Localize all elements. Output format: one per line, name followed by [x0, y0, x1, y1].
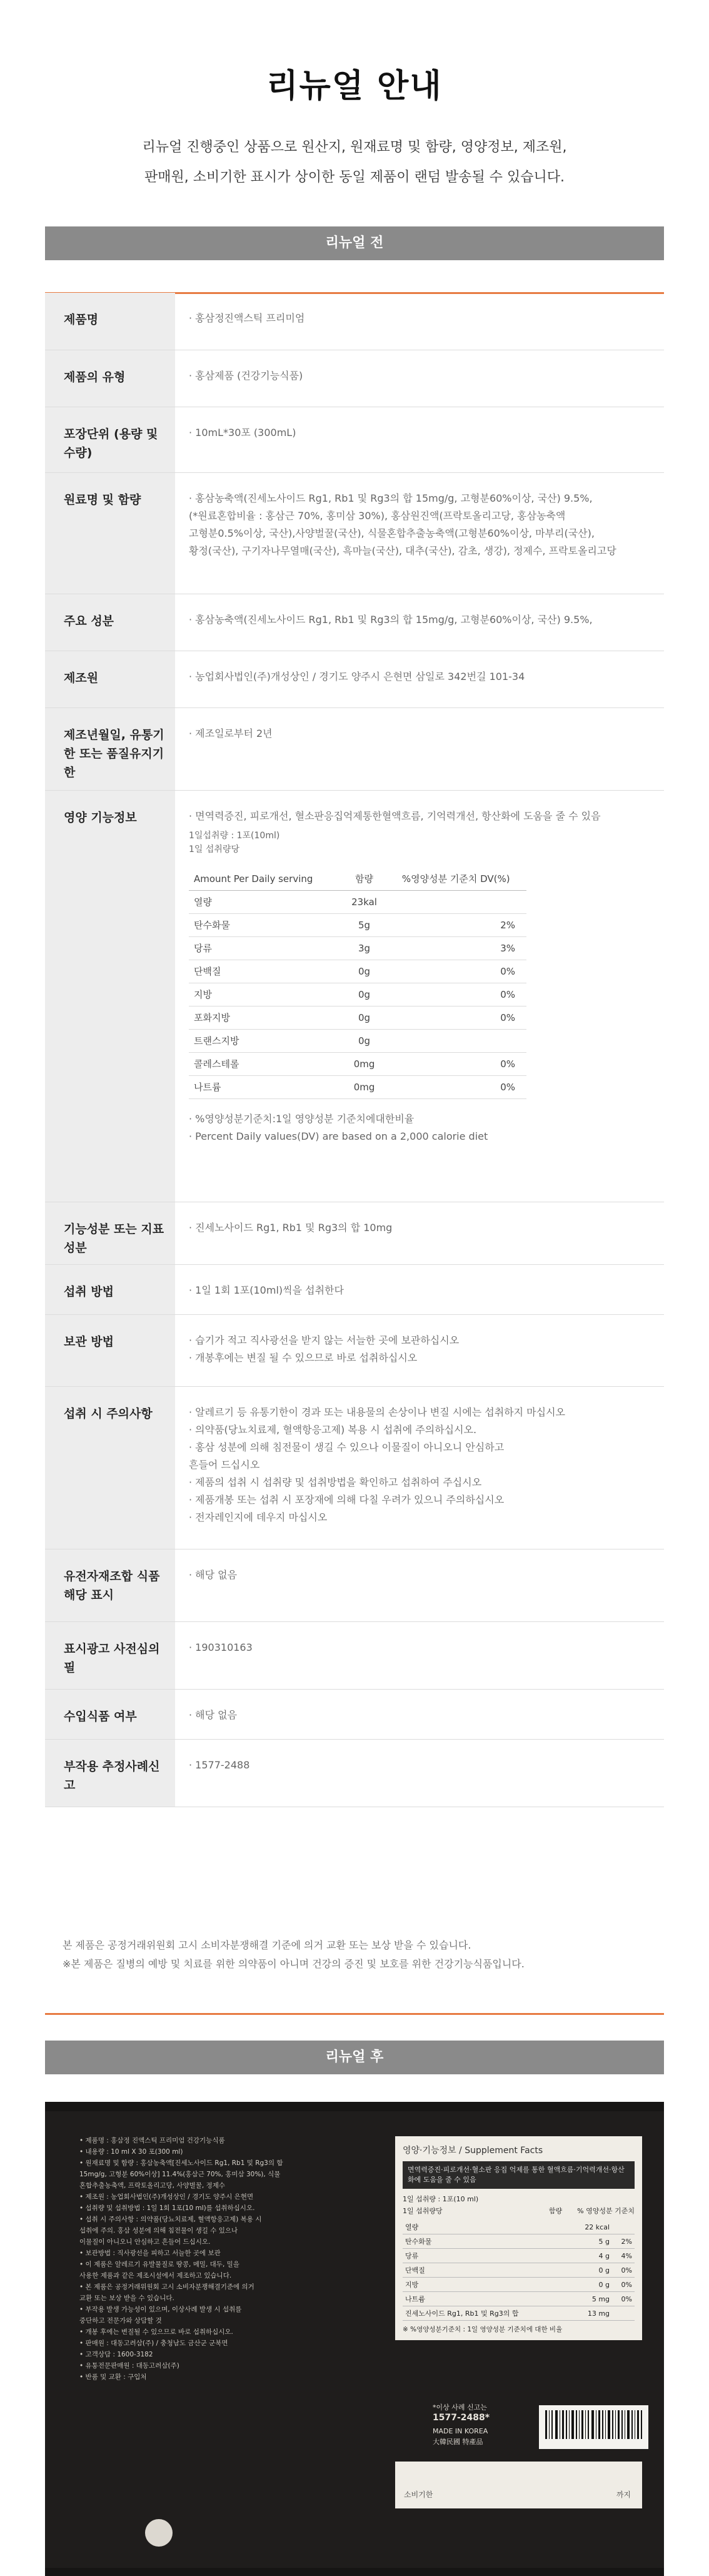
value-line: · 해당 없음: [189, 1708, 238, 1721]
nutrient-name: 나트륨: [189, 1075, 343, 1098]
value-line: 흔들어 드십시오: [189, 1458, 260, 1471]
table-row: [45, 1549, 664, 1621]
value-line: · 전자레인지에 데우지 마십시오: [189, 1511, 328, 1523]
facts-nutrient: 진세노사이드 Rg1, Rb1 및 Rg3의 합: [403, 2306, 570, 2321]
facts-amount: 13 mg: [570, 2306, 612, 2321]
table-row: [45, 1386, 664, 1549]
value-line: · 홍삼 성분에 의해 침전물이 생길 수 있으나 이물질이 아니오니 안심하고: [189, 1441, 505, 1453]
facts-footnote: ※ %영양성분기준치 : 1일 영양성분 기준치에 대한 비율: [403, 2326, 563, 2333]
header-cell: Amount Per Daily serving: [189, 868, 343, 891]
facts-row: [403, 2220, 635, 2234]
package-line: • 이 제품은 알레르기 유발물질로 땅콩, 메밀, 대두, 밀을: [79, 2261, 239, 2268]
after-heading: 리뉴얼 후: [45, 2041, 664, 2074]
table-row: [45, 1202, 664, 1264]
row-value: [175, 1549, 664, 1621]
nutrition-row: [189, 1006, 526, 1029]
row-value: [175, 350, 664, 407]
table-row: [45, 1264, 664, 1314]
nutrient-dv: [386, 1029, 526, 1052]
nutrient-dv: 0%: [386, 983, 526, 1006]
facts-per: [395, 2204, 642, 2216]
table-row: [45, 707, 664, 790]
table-row: [45, 1689, 664, 1739]
row-label: 주요 성분: [45, 594, 175, 651]
facts-amount: 5 g: [570, 2234, 612, 2249]
row-value: [175, 594, 664, 651]
nutrient-amount: 0g: [343, 960, 386, 983]
facts-nutrient: 단백질: [403, 2263, 570, 2278]
facts-row: [403, 2292, 635, 2306]
value-line: · 홍삼농축액(진세노사이드 Rg1, Rb1 및 Rg3의 합 15mg/g, 고형분60%이상, 국산) 9.5%,: [189, 613, 593, 626]
facts-dv: 0%: [612, 2263, 635, 2278]
nutrient-name: 트랜스지방: [189, 1029, 343, 1052]
nutrient-amount: 5g: [343, 913, 386, 936]
nutrition-table: [189, 868, 526, 1099]
nutrition-note: · %영양성분기준치:1일 영양성분 기준치에대한비율: [189, 1112, 415, 1125]
row-label: 영양 기능정보: [45, 790, 175, 1202]
table-row: [45, 1621, 664, 1689]
header-cell: %영양성분 기준치 DV(%): [386, 868, 526, 891]
adverse-report-block: [433, 2402, 508, 2447]
nutrient-name: 탄수화물: [189, 913, 343, 936]
row-value: [175, 707, 664, 790]
facts-nutrient: 열량: [403, 2220, 570, 2234]
package-label-text: [79, 2135, 398, 2383]
value-line: 황정(국산), 구기자나무열매(국산), 흑마늘(국산), 대추(국산), 감초, 생강), 정제수, 프락토올리고당: [189, 544, 616, 557]
package-line: • 부작용 발생 가능성이 있으며, 이상사례 발생 시 섭취를: [79, 2306, 242, 2313]
value-line: · 제조일로부터 2년: [189, 727, 273, 739]
value-line: · 진세노사이드 Rg1, Rb1 및 Rg3의 합 10mg: [189, 1221, 393, 1234]
intro-line: 리뉴얼 진행중인 상품으로 원산지, 원재료명 및 함량, 영양정보, 제조원,: [142, 139, 567, 155]
table-row: [45, 1314, 664, 1386]
facts-nutrient: 지방: [403, 2278, 570, 2292]
row-label: 제조원: [45, 651, 175, 707]
nutrient-name: 단백질: [189, 960, 343, 983]
facts-row: [403, 2234, 635, 2249]
facts-row: [403, 2306, 635, 2321]
row-label: 포장단위 (용량 및 수량): [45, 407, 175, 472]
package-line: 섭취에 주의. 홍삼 성분에 의해 침전물이 생길 수 있으나: [79, 2227, 238, 2234]
facts-amount: 0 g: [570, 2263, 612, 2278]
page-title: 리뉴얼 안내: [266, 68, 443, 105]
package-line: 교환 또는 보상 받을 수 있습니다.: [79, 2295, 174, 2302]
value-line: (*원료혼합비율 : 홍삼근 70%, 홍미삼 30%), 홍삼원진액(프락토올리고당, 홍삼농축액: [189, 509, 566, 522]
nutrient-amount: 0g: [343, 1029, 386, 1052]
serving-size: 1일섭취량 : 1포(10ml): [189, 830, 280, 841]
row-value: [175, 1689, 664, 1739]
row-value: [175, 1386, 664, 1549]
row-value: [175, 1314, 664, 1386]
facts-row: [403, 2249, 635, 2263]
nutrient-dv: 2%: [386, 913, 526, 936]
facts-nutrient: 나트륨: [403, 2292, 570, 2306]
package-photo: [45, 2102, 664, 2576]
nutrition-claim: · 면역력증진, 피로개선, 혈소판응집억제통한혈액흐름, 기억력개선, 항산화에 도움을 줄 수 있음: [189, 809, 601, 822]
origin-line: MADE IN KOREA: [433, 2427, 488, 2435]
value-line: 고형분0.5%이상, 국산),사양벌꿀(국산), 식물혼합추출농축액(고형분60%이상, 마부리(국산),: [189, 527, 595, 539]
row-label: 제품의 유형: [45, 350, 175, 407]
nutrition-row: [189, 890, 526, 913]
nutrition-row: [189, 1052, 526, 1075]
package-line: • 보관방법 : 직사광선을 피하고 서늘한 곳에 보관: [79, 2249, 221, 2257]
facts-row: [403, 2278, 635, 2292]
row-label: 기능성분 또는 지표성분: [45, 1202, 175, 1264]
adverse-line: 1577-2488*: [433, 2413, 490, 2423]
footer-note: 본 제품은 공정거래위원회 고시 소비자분쟁해결 기준에 의거 교환 또는 보상 받을 수 있습니다.: [63, 1939, 471, 1951]
row-label: 수입식품 여부: [45, 1689, 175, 1739]
facts-claim: 면역력증진·피로개선·혈소판 응집 억제를 통한 혈액흐름·기억력개선·항산화에 도움을 줄 수 있음: [403, 2161, 635, 2189]
row-label: 원료명 및 함량: [45, 472, 175, 594]
adverse-line: *이상 사례 신고는: [433, 2403, 487, 2411]
row-value: [175, 790, 664, 1202]
nutrition-row: [189, 936, 526, 960]
footer-note: ※본 제품은 질병의 예방 및 치료를 위한 의약품이 아니며 건강의 증진 및 보호를 위한 건강기능식품입니다.: [63, 1958, 525, 1970]
seal-logo: [145, 2519, 173, 2547]
facts-head-dv: % 영양성분 기준치: [577, 2207, 635, 2215]
package-line: • 섭취 시 주의사항 : 의약품(당뇨치료제, 혈액항응고제) 복용 시: [79, 2216, 262, 2223]
value-line: · 10mL*30포 (300mL): [189, 426, 296, 439]
nutrient-dv: 0%: [386, 960, 526, 983]
package-line: 이물질이 아니오니 안심하고 흔들어 드십시오.: [79, 2238, 211, 2246]
row-value: [175, 407, 664, 472]
value-line: · 190310163: [189, 1641, 253, 1653]
facts-title: 영양·기능정보 / Supplement Facts: [403, 2146, 543, 2156]
row-label: 제조년월일, 유통기한 또는 품질유지기한: [45, 707, 175, 790]
row-value: [175, 1202, 664, 1264]
nutrient-name: 당류: [189, 936, 343, 960]
expiry-suffix: 까지: [616, 2490, 631, 2499]
table-row: [45, 472, 664, 594]
nutrient-name: 지방: [189, 983, 343, 1006]
value-line: · 홍삼농축액(진세노사이드 Rg1, Rb1 및 Rg3의 합 15mg/g, 고형분60%이상, 국산) 9.5%,: [189, 492, 593, 504]
row-value: [175, 1264, 664, 1314]
facts-amount: 4 g: [570, 2249, 612, 2263]
table-row: [45, 350, 664, 407]
table-row: [45, 594, 664, 651]
value-line: · 알레르기 등 유통기한이 경과 또는 내용물의 손상이나 변질 시에는 섭취하지 마십시오: [189, 1406, 565, 1418]
row-value: [175, 293, 664, 350]
value-line: · 개봉후에는 변질 될 수 있으므로 바로 섭취하십시오: [189, 1351, 418, 1364]
facts-row: [403, 2263, 635, 2278]
package-line: • 내용량 : 10 ml X 30 포(300 ml): [79, 2148, 183, 2156]
row-label: 섭취 방법: [45, 1264, 175, 1314]
origin-line: 大韓民國 特產品: [433, 2438, 483, 2446]
table-row: [45, 790, 664, 1202]
orange-divider: [45, 2013, 664, 2015]
value-line: · 홍삼제품 (건강기능식품): [189, 369, 303, 382]
value-line: · 1577-2488: [189, 1758, 250, 1771]
row-value: [175, 1739, 664, 1807]
supplement-facts-panel: [395, 2136, 642, 2340]
facts-dv: [612, 2220, 635, 2234]
row-value: [175, 1621, 664, 1689]
serving-basis: 1일 섭취량당: [189, 844, 239, 854]
package-line: 15mg/g, 고형분 60%이상] 11.4%(홍삼근 70%, 홍미삼 30%), 식물: [79, 2171, 281, 2178]
package-line: • 개봉 후에는 변질될 수 있으므로 바로 섭취하십시오.: [79, 2328, 233, 2336]
table-row: [45, 1739, 664, 1807]
nutrition-row: [189, 1075, 526, 1098]
facts-amount: 5 mg: [570, 2292, 612, 2306]
row-value: [175, 651, 664, 707]
facts-dv: 4%: [612, 2249, 635, 2263]
facts-dv: 2%: [612, 2234, 635, 2249]
nutrient-amount: 23kal: [343, 890, 386, 913]
row-label: 유전자재조합 식품 해당 표시: [45, 1549, 175, 1621]
package-line: • 원재료명 및 함량 : 홍삼농축액[진세노사이드 Rg1, Rb1 및 Rg3의 합: [79, 2159, 283, 2167]
nutrient-dv: 0%: [386, 1006, 526, 1029]
facts-nutrient: 탄수화물: [403, 2234, 570, 2249]
package-line: • 제조원 : 농업회사법인(주)개성상인 / 경기도 양주시 은현면: [79, 2193, 254, 2201]
package-line: • 섭취량 및 섭취방법 : 1일 1회 1포(10 ml)를 섭취하십시오.: [79, 2204, 255, 2212]
nutrient-name: 열량: [189, 890, 343, 913]
header-cell: 함량: [343, 868, 386, 891]
facts-head-amount: 함량: [548, 2207, 563, 2215]
package-line: • 본 제품은 공정거래위원회 고시 소비자분쟁해결기준에 의거: [79, 2283, 254, 2291]
nutrition-row: [189, 1029, 526, 1052]
value-line: · 농업회사법인(주)개성상인 / 경기도 양주시 은현면 삼일로 342번길 101-34: [189, 670, 525, 682]
row-label: 제품명: [45, 293, 175, 350]
nutrient-amount: 0g: [343, 983, 386, 1006]
nutrient-dv: 0%: [386, 1075, 526, 1098]
facts-nutrient: 당류: [403, 2249, 570, 2263]
spec-table: [45, 293, 664, 1807]
nutrient-amount: 3g: [343, 936, 386, 960]
nutrient-dv: 0%: [386, 1052, 526, 1075]
row-label: 섭취 시 주의사항: [45, 1386, 175, 1549]
nutrition-row: [189, 983, 526, 1006]
package-line: 중단하고 전문가와 상담할 것: [79, 2317, 162, 2325]
nutrient-amount: 0mg: [343, 1075, 386, 1098]
facts-amount: 0 g: [570, 2278, 612, 2292]
barcode-image: [539, 2405, 648, 2449]
package-line: • 판매원 : 대동고려삼(주) / 충청남도 금산군 군북면: [79, 2340, 228, 2347]
value-line: · 제품의 섭취 시 섭취량 및 섭취방법을 확인하고 섭취하여 주십시오: [189, 1476, 482, 1488]
nutrient-amount: 0mg: [343, 1052, 386, 1075]
nutrient-name: 콜레스테롤: [189, 1052, 343, 1075]
package-line: • 반품 및 교환 : 구입처: [79, 2373, 147, 2381]
table-row: [45, 651, 664, 707]
value-line: · 해당 없음: [189, 1568, 238, 1581]
nutrition-row: [189, 960, 526, 983]
value-line: · 제품개봉 또는 섭취 시 포장재에 의해 다칠 우려가 있으니 주의하십시오: [189, 1493, 505, 1506]
expiry-box: [395, 2462, 642, 2508]
nutrition-header: [189, 868, 526, 891]
facts-dv: [612, 2306, 635, 2321]
row-label: 부작용 추정사례신고: [45, 1739, 175, 1807]
package-line: • 제품명 : 홍삼정 진액스틱 프리미엄 건강기능식품: [79, 2137, 225, 2144]
table-row: [45, 407, 664, 472]
facts-dv: 0%: [612, 2292, 635, 2306]
intro-line: 판매원, 소비기한 표시가 상이한 동일 제품이 랜덤 발송될 수 있습니다.: [144, 170, 565, 185]
value-line: · 습기가 적고 직사광선을 받지 않는 서늘한 곳에 보관하십시오: [189, 1334, 460, 1346]
nutrient-name: 포화지방: [189, 1006, 343, 1029]
nutrition-row: [189, 913, 526, 936]
facts-table: [403, 2220, 635, 2321]
package-line: • 고객상담 : 1600-3182: [79, 2351, 153, 2358]
facts-serving: 1일 섭취량 : 1포(10 ml): [403, 2195, 479, 2203]
nutrient-dv: [386, 890, 526, 913]
facts-dv: 0%: [612, 2278, 635, 2292]
nutrient-dv: 3%: [386, 936, 526, 960]
value-line: · 1일 1회 1포(10ml)씩을 섭취한다: [189, 1284, 344, 1296]
package-line: 혼합추출농축액, 프락토올리고당, 사양벌꿀, 정제수: [79, 2182, 226, 2189]
row-label: 보관 방법: [45, 1314, 175, 1386]
table-row: [45, 293, 664, 350]
package-line: 사용한 제품과 같은 제조시설에서 제조하고 있습니다.: [79, 2272, 232, 2279]
nutrition-note: · Percent Daily values(DV) are based on a 2,000 calorie diet: [189, 1130, 488, 1142]
package-box: [45, 2111, 664, 2568]
value-line: · 의약품(당뇨치료제, 혈액항응고제) 복용 시 섭취에 주의하십시오.: [189, 1423, 477, 1436]
package-line: • 유통전문판매원 : 대동고려삼(주): [79, 2362, 179, 2370]
facts-amount: 22 kcal: [570, 2220, 612, 2234]
row-value: [175, 472, 664, 594]
intro-text: [0, 133, 709, 193]
footer-notes: [63, 1936, 663, 1974]
nutrient-amount: 0g: [343, 1006, 386, 1029]
before-heading: 리뉴얼 전: [45, 226, 664, 260]
value-line: · 홍삼정진액스틱 프리미엄: [189, 312, 305, 324]
facts-per-label: 1일 섭취량당: [403, 2207, 443, 2215]
row-label: 표시광고 사전심의필: [45, 1621, 175, 1689]
expiry-label: 소비기한: [404, 2490, 433, 2499]
